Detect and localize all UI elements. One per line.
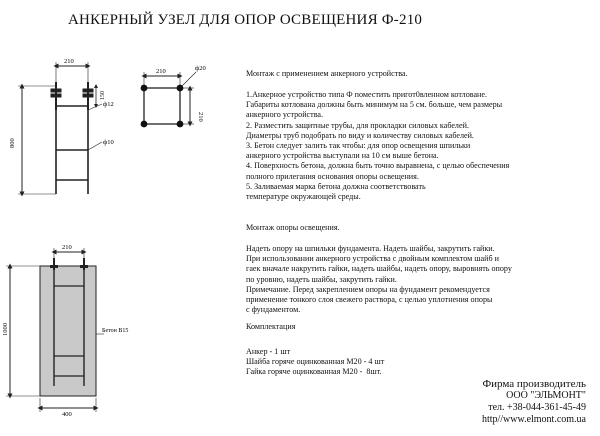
manufacturer-block [482, 378, 586, 426]
instruction-line: 4. Поверхность бетона, должна быть точно выравнена, с целью обеспечения [246, 161, 510, 171]
instruction-line: 2. Разместить защитные трубы, для прокладки силовых кабелей. [246, 120, 469, 130]
installation-steps [246, 90, 509, 202]
anchor-plan-view [144, 72, 196, 124]
label-phi10: ф10 [103, 139, 114, 146]
manufacturer-name: ООО "ЭЛЬМОНТ" [506, 390, 586, 401]
manufacturer-url[interactable]: http//www.elmont.com.ua [481, 414, 586, 425]
label-phi12: ф12 [103, 101, 114, 108]
instruction-line: полного прилегания основания опоры освещения. [246, 171, 419, 181]
lower-dim-bottom: 400 [62, 411, 72, 418]
instruction-line: температуре окружающей среды. [246, 192, 361, 202]
dim-height-800: 800 [9, 138, 16, 148]
mount-line: по уровню, надеть шайбы, закрутить гайки. [246, 274, 397, 284]
dim-top-width: 210 [64, 58, 74, 65]
intro-text: Монтаж с применением анкерного устройства. [246, 69, 408, 78]
mount-line: гаек вначале накрутить гайки, надеть шайбы, надеть опору, выровнять опору [246, 264, 512, 274]
lower-dim-height: 1000 [2, 323, 9, 336]
mount-line: При использовании анкерного устройства с двойным комплектом шайб и [246, 254, 499, 264]
mount-instructions [246, 244, 512, 315]
plan-label-phi20: ф20 [195, 65, 206, 72]
anchor-side-view [18, 62, 102, 194]
kit-item: Шайба горяче оцинкованная М20 - 4 шт [246, 357, 385, 367]
instruction-line: анкерного устройства. [246, 110, 324, 120]
instruction-line: 1.Анкерное устройство типа Ф поместить пригот0вленном котловане. [246, 90, 487, 99]
mount-line: с фундаментом. [246, 305, 301, 315]
kit-list [246, 347, 384, 378]
mount-line: Примечание. Перед закреплением опоры на фундамент рекомендуется [246, 284, 490, 294]
instruction-line: Диаметры труб подобрать по виду и количеству силовых кабелей. [246, 130, 474, 140]
mount-title: Монтаж опоры освещения. [246, 223, 340, 232]
instruction-line: 3. Бетон следует залить так чтобы: для опор освещения шпильки [246, 141, 471, 151]
manufacturer-phone: тел. +38-044-361-45-49 [488, 402, 586, 413]
instruction-line: Габариты котлована должны быть минимум на 5 см. больше, чем размеры [246, 100, 503, 110]
anchor-in-concrete-view [6, 248, 104, 412]
instruction-line: 5. Заливаемая марка бетона должна соответствовать [246, 181, 426, 191]
mount-line: Надеть опору на шпильки фундамента. Надеть шайбы, закрутить гайки. [246, 244, 495, 253]
instruction-line: анкерного устройства выступали на 10 см выше бетона. [246, 151, 439, 161]
plan-dim-height: 210 [197, 112, 204, 122]
kit-title: Комплектация [246, 322, 296, 331]
lower-dim-width: 210 [62, 244, 72, 251]
plan-dim-width: 210 [156, 68, 166, 75]
manufacturer-heading: Фирма производитель [482, 378, 586, 390]
kit-item: Анкер - 1 шт [246, 347, 291, 356]
kit-item: Гайка горяче оцинкованная М20 - 8шт. [246, 367, 382, 377]
dim-150: 150 [100, 91, 106, 100]
lower-label-concrete: Бетон В15 [102, 328, 129, 334]
page-title: АНКЕРНЫЙ УЗЕЛ ДЛЯ ОПОР ОСВЕЩЕНИЯ Ф-210 [68, 12, 423, 28]
mount-line: применение тонкого слоя свежего раствора, с целью уплотнения опоры [246, 295, 493, 305]
